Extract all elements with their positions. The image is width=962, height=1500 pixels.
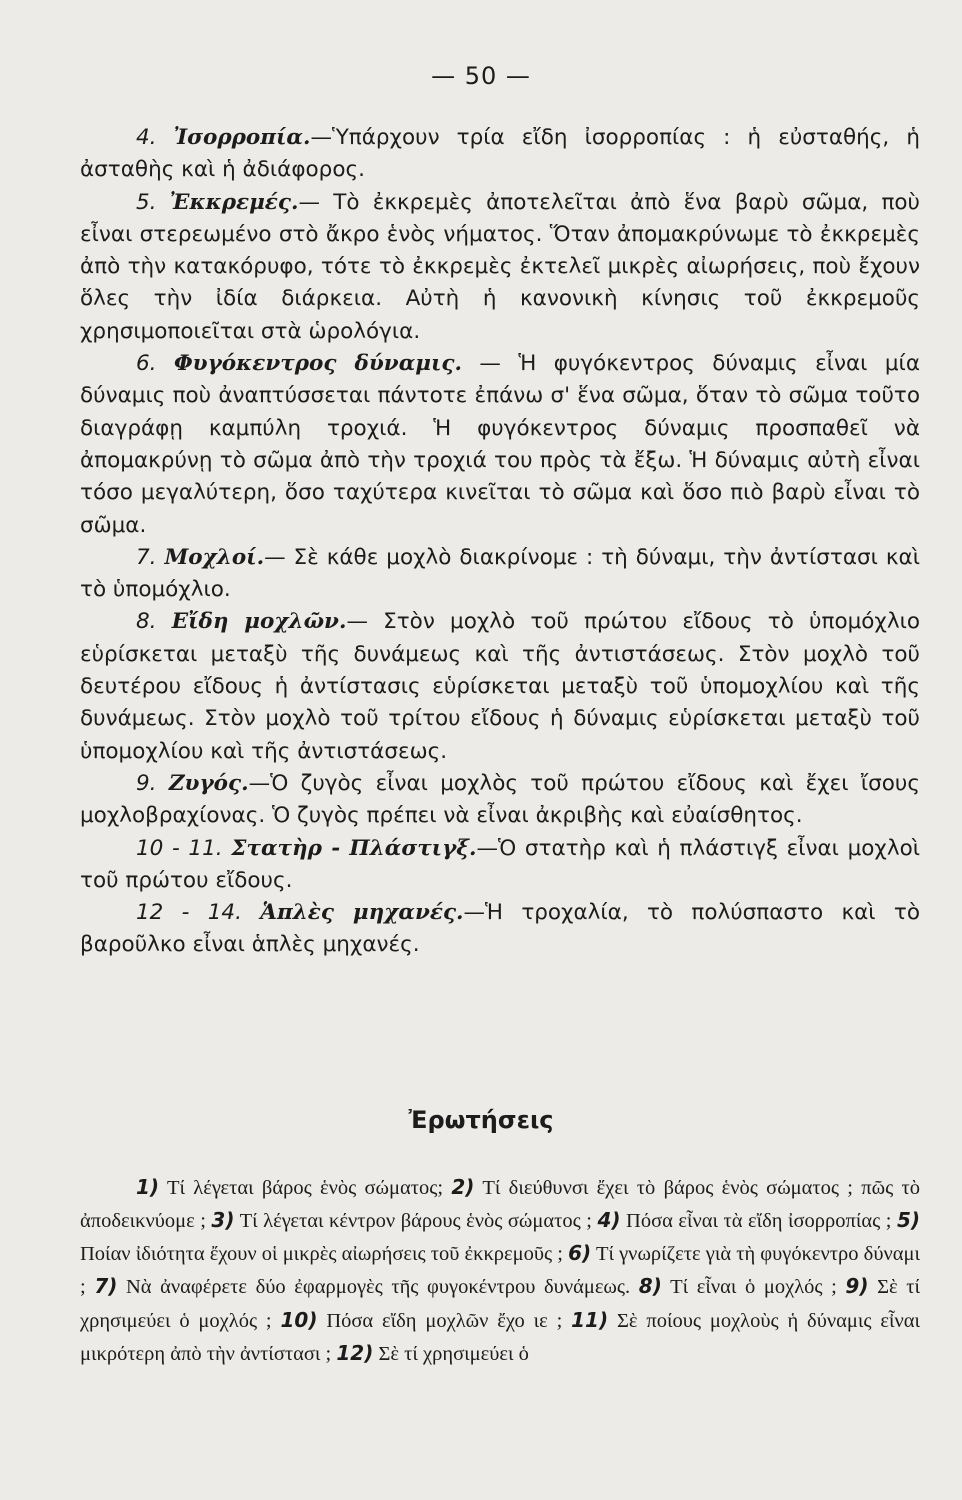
question-number: 8) [638, 1274, 662, 1299]
section-number: 10 - 11. [136, 835, 223, 861]
question-number: 1) [136, 1174, 160, 1199]
section-number: 7. [136, 544, 157, 570]
section-number: 6. [136, 351, 157, 377]
section-number: 5. [136, 189, 157, 215]
section-paragraph [80, 187, 920, 348]
section-term: Ἁπλὲς μηχανές. [260, 900, 464, 926]
question-text: Τί λέγεται βάρος ἑνὸς σώματος; [159, 1176, 452, 1199]
section-term: Ἐκκρεμές. [169, 189, 299, 215]
question-text: Ποίαν ἰδιότητα ἔχουν οἱ μικρὲς αἰωρήσεις τοῦ ἐκκρεμοῦς ; [80, 1243, 569, 1266]
section-paragraph [80, 542, 920, 607]
page-number: — 50 — [431, 62, 531, 90]
question-number: 5) [896, 1207, 920, 1232]
section-number: 8. [136, 609, 157, 635]
section-paragraph [80, 833, 920, 898]
section-text: —Ὁ ζυγὸς εἶναι μοχλὸς τοῦ πρώτου εἴδους καὶ ἔχει ἴσους μοχλοβραχίονας. Ὁ ζυγὸς πρέπει νὰ εἶναι ἀκριβὴς καὶ εὐαίσθητος. [80, 770, 920, 829]
section-paragraph [80, 606, 920, 767]
section-text: — Ἡ φυγόκεντρος δύναμις εἶναι μία δύναμις ποὺ ἀναπτύσσεται πάντοτε ἐπάνω σ' ἕνα σῶμα, ὅταν τὸ σῶμα τοῦτο διαγράφῃ καμπύλη τροχιά. Ἡ φυγόκεντρος δύναμις προσπαθεῖ νὰ ἀπομακρύνῃ τὸ σῶμα ἀπὸ τὴν τροχιά του πρὸς τὰ ἔξω. Ἡ δύναμις αὐτὴ εἶναι τόσο μεγαλύτερη, ὅσο ταχύτερα κινεῖται τὸ σῶμα καὶ ὅσο πιὸ βαρὺ εἶναι τὸ σῶμα. [80, 351, 920, 538]
section-text: — Σὲ κάθε μοχλὸ διακρίνομε : τὴ δύναμι, τὴν ἀντίστασι καὶ τὸ ὑπομόχλιο. [80, 544, 920, 603]
question-text: Πόσα εἴδη μοχλῶν ἔχο ιε ; [317, 1309, 572, 1332]
section-text: — Τὸ ἐκκρεμὲς ἀποτελεῖται ἀπὸ ἕνα βαρὺ σῶμα, ποὺ εἶναι στερεωμένο στὸ ἄκρο ἑνὸς νήματος. Ὅταν ἀπομακρύνωμε τὸ ἐκκρεμὲς ἀπὸ τὴν κατακόρυφο, τότε τὸ ἐκκρεμὲς ἐκτελεῖ μικρὲς αἰωρήσεις, ποὺ ἔχουν ὅλες τὴν ἰδία διάρκεια. Αὐτὴ ἡ κανονικὴ κίνησις τοῦ ἐκκρεμοῦς χρησιμοποιεῖται στὰ ὡρολόγια. [80, 189, 920, 344]
question-number: 10) [280, 1307, 318, 1332]
summary-text [80, 122, 920, 962]
section-term: Φυγόκεντρος δύναμις. [173, 351, 462, 377]
section-paragraph [80, 897, 920, 962]
questions-paragraph [80, 1171, 920, 1371]
section-paragraph [80, 768, 920, 833]
question-text: Τί διεύθυνσι ἔχει τὸ βάρος ἑνὸς σώματος ; πῶς τὸ ἀποδεικνύομε ; [80, 1176, 921, 1232]
question-number: 2) [451, 1174, 475, 1199]
section-term: Εἴδη μοχλῶν. [171, 609, 347, 635]
section-text: —Ὁ στατὴρ καὶ ἡ πλάστιγξ εἶναι μοχλοὶ τοῦ πρώτου εἴδους. [80, 835, 921, 893]
section-paragraph [80, 122, 920, 187]
question-text: Τί λέγεται κέντρον βάρους ἑνὸς σώματος ; [234, 1209, 598, 1232]
question-text: Τί εἶναι ὁ μοχλός ; [661, 1276, 846, 1299]
question-text: Νὰ ἀναφέρετε δύο ἐφαρμογὲς τῆς φυγοκέντρου δυνάμεως. [117, 1276, 639, 1299]
section-text: — Στὸν μοχλὸ τοῦ πρώτου εἴδους τὸ ὑπομόχλιο εὑρίσκεται μεταξὺ τῆς δυνάμεως καὶ τῆς ἀντιστάσεως. Στὸν μοχλὸ τοῦ δευτέρου εἴδους ἡ ἀντίστασις εὑρίσκεται μεταξὺ τοῦ ὑπομοχλίου καὶ τῆς δυνάμεως. Στὸν μοχλὸ τοῦ τρίτου εἴδους ἡ δύναμις εὑρίσκεται μεταξὺ τοῦ ὑπομοχλίου καὶ τῆς ἀντιστάσεως. [80, 609, 921, 764]
question-text: Σὲ τί χρησιμεύει ὁ [373, 1342, 529, 1365]
question-number: 6) [568, 1241, 592, 1266]
question-number: 3) [211, 1207, 235, 1232]
question-text: Πόσα εἶναι τὰ εἴδη ἰσορροπίας ; [620, 1209, 897, 1232]
questions-heading: Ἐρωτήσεις [408, 1106, 554, 1134]
question-text: Τί γνωρίζετε γιὰ τὴ φυγόκεντρο δύναμι ; [80, 1243, 920, 1299]
question-text: Σὲ ποίους μοχλοὺς ἡ δύναμις εἶναι μικρότερη ἀπὸ τὴν ἀντίστασι ; [80, 1309, 920, 1365]
section-term: Ζυγός. [168, 770, 249, 796]
section-term: Μοχλοί. [164, 544, 265, 570]
section-paragraph [80, 348, 920, 542]
section-term: Στατὴρ - Πλάστιγξ. [231, 835, 477, 861]
question-text: Σὲ τί χρησιμεύει ὁ μοχλός ; [80, 1276, 920, 1332]
question-number: 11) [571, 1307, 609, 1332]
question-number: 7) [94, 1274, 118, 1299]
question-number: 9) [845, 1274, 869, 1299]
section-number: 12 - 14. [136, 900, 242, 926]
section-term: Ἰσορροπία. [173, 125, 311, 150]
section-text: —Ὑπάρχουν τρία εἴδη ἰσορροπίας : ἡ εὐσταθής, ἡ ἀσταθὴς καὶ ἡ ἀδιάφορος. [80, 125, 920, 183]
section-number: 9. [136, 770, 157, 796]
question-number: 12) [336, 1340, 374, 1365]
question-number: 4) [597, 1207, 621, 1232]
section-text: —Ἡ τροχαλία, τὸ πολύσπαστο καὶ τὸ βαροῦλκο εἶναι ἁπλὲς μηχανές. [80, 900, 920, 958]
section-number: 4. [136, 125, 157, 150]
